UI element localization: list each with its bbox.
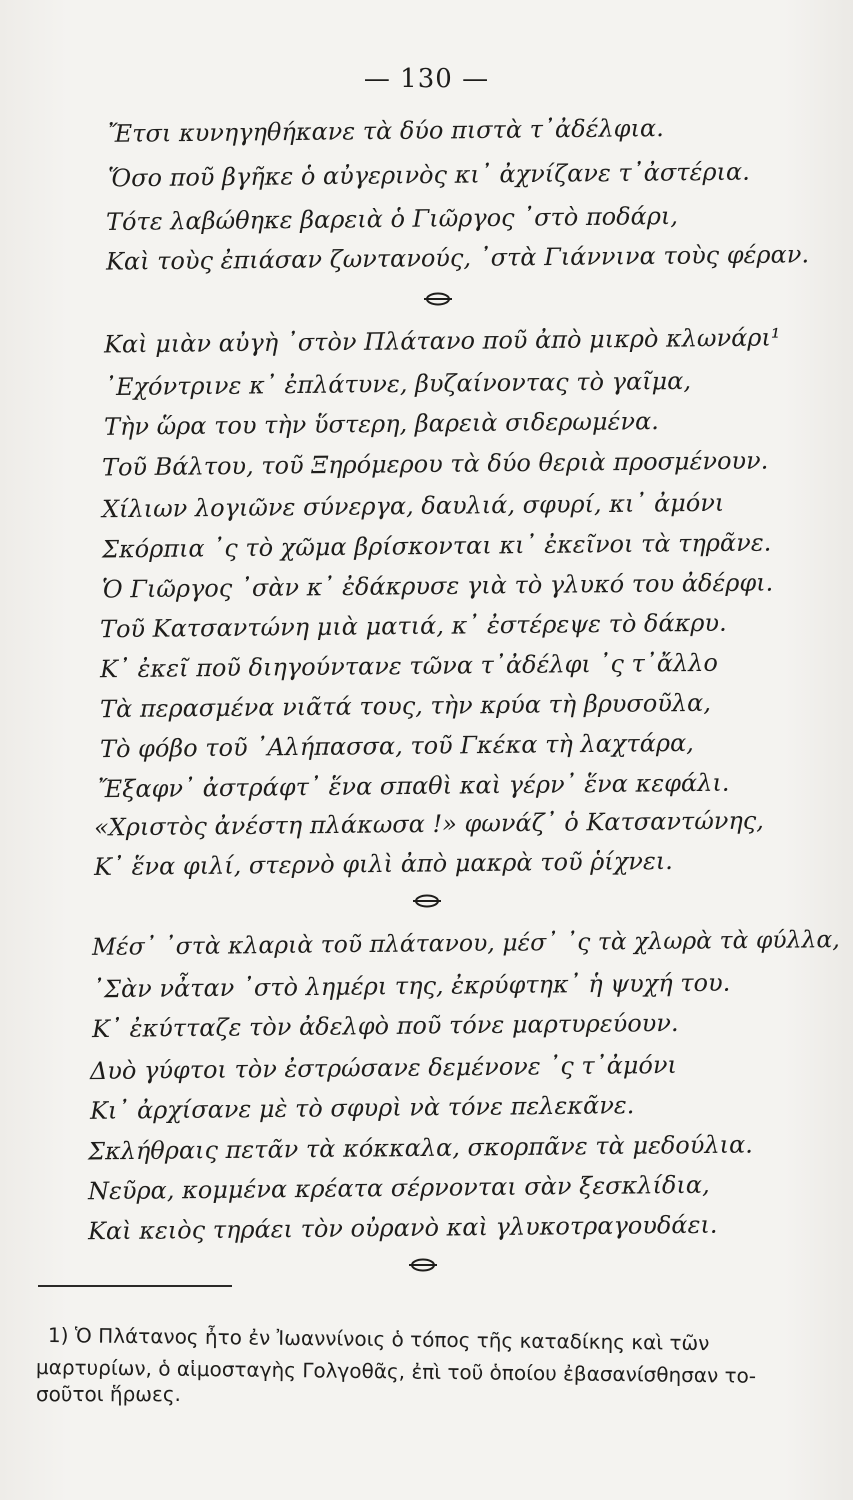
verse-line: Ἔτσι κυνηγηθήκανε τὰ δύο πιστὰ τ᾽ἀδέλφια. [107,114,664,148]
footnote-line: σοῦτοι ἥρωες. [36,1382,181,1406]
verse-line: Σκλήθραις πετᾶν τὰ κόκκαλα, σκορπᾶνε τὰ μεδούλια. [87,1130,753,1166]
verse-line: Τότε λαβώθηκε βαρειὰ ὁ Γιῶργος ᾿στὸ ποδάρι, [105,202,679,236]
verse-line: «Χριστὸς ἀνέστη πλάκωσα !» φωνάζ᾽ ὁ Κατσαντώνης, [93,806,764,842]
verse-line: Τοῦ Κατσαντώνη μιὰ ματιά, κ᾽ ἐστέρεψε τὸ δάκρυ. [99,608,727,644]
verse-line: ᾿Σὰν νἆταν ᾿στὸ λημέρι της, ἐκρύφτηκ᾽ ἡ ψυχή του. [91,968,731,1004]
verse-line: Τὴν ὥρα του τὴν ὕστερη, βαρειὰ σιδερωμένα. [103,407,659,441]
verse-line: Κ᾽ ἐκεῖ ποῦ διηγούντανε τῶνα τ᾽ἀδέλφι ᾿ς τ᾽ἄλλο [99,648,719,684]
verse-line: Νεῦρα, κομμένα κρέατα σέρνονται σὰν ξεσκλίδια, [87,1170,710,1206]
ornament-separator-icon [412,893,442,909]
verse-line: Σκόρπια ᾿ς τὸ χῶμα βρίσκονται κι᾽ ἐκεῖνοι τὰ τηρᾶνε. [101,528,772,564]
verse-line: Κ᾽ ἕνα φιλί, στερνὸ φιλὶ ἀπὸ μακρὰ τοῦ ῥίχνει. [93,846,673,882]
ornament-separator-icon [408,1257,438,1273]
page-number: — 130 — [363,64,490,94]
verse-line: Κι᾽ ἀρχίσανε μὲ τὸ σφυρὶ νὰ τόνε πελεκᾶνε. [89,1091,635,1125]
verse-line: Καὶ τοὺς ἐπιάσαν ζωντανούς, ᾿στὰ Γιάννινα τοὺς φέραν. [105,240,810,276]
footnote-line: 1) Ὁ Πλάτανος ἦτο ἐν Ἰωαννίνοις ὁ τόπος τῆς καταδίκης καὶ τῶν [47,1323,710,1356]
verse-line: Καὶ μιὰν αὐγὴ ᾿στὸν Πλάτανο ποῦ ἀπὸ μικρὸ κλωνάρι¹ [103,323,781,359]
verse-line: Ἔξαφν᾽ ἀστράφτ᾽ ἕνα σπαθὶ καὶ γέρν᾽ ἕνα κεφάλι. [97,768,730,804]
verse-line: Δυὸ γύφτοι τὸν ἐστρώσανε δεμένονε ᾿ς τ᾽ἀμόνι [89,1050,678,1086]
verse-line: Ὅσο ποῦ βγῆκε ὁ αὐγερινὸς κι᾽ ἀχνίζανε τ᾽ἀστέρια. [107,157,750,193]
ornament-separator-icon [423,291,453,307]
verse-line: Καὶ κειὸς τηράει τὸν οὐρανὸ καὶ γλυκοτραγουδάει. [87,1210,718,1246]
verse-line: Κ᾽ ἐκύτταζε τὸν ἀδελφὸ ποῦ τόνε μαρτυρεύουν. [91,1008,679,1044]
verse-line: Τοῦ Βάλτου, τοῦ Ξηρόμερου τὰ δύο θεριὰ προσμένουν. [101,446,769,482]
verse-line: Μέσ᾽ ᾿στὰ κλαριὰ τοῦ πλάτανου, μέσ᾽ ᾿ς τὰ χλωρὰ τὰ φύλλα, [91,925,840,961]
verse-line: Ὁ Γιῶργος ᾿σὰν κ᾽ ἐδάκρυσε γιὰ τὸ γλυκό του ἀδέρφι. [101,568,774,604]
verse-line: ᾿Εχόντρινε κ᾽ ἐπλάτυνε, βυζαίνοντας τὸ γαῖμα, [103,366,692,402]
footnote-line: μαρτυρίων, ὁ αἱμοσταγὴς Γολγοθᾶς, ἐπὶ τοῦ ὁποίου ἐβασανίσθησαν το- [35,1355,757,1388]
footnote-divider [38,1285,232,1287]
verse-line: Χίλιων λογιῶνε σύνεργα, δαυλιά, σφυρί, κι᾽ ἀμόνι [101,488,725,524]
verse-line: Τὰ περασμένα νιᾶτά τους, τὴν κρύα τὴ βρυσοῦλα, [99,688,712,724]
verse-line: Τὸ φόβο τοῦ ᾿Αλήπασσα, τοῦ Γκέκα τὴ λαχτάρα, [99,728,694,764]
